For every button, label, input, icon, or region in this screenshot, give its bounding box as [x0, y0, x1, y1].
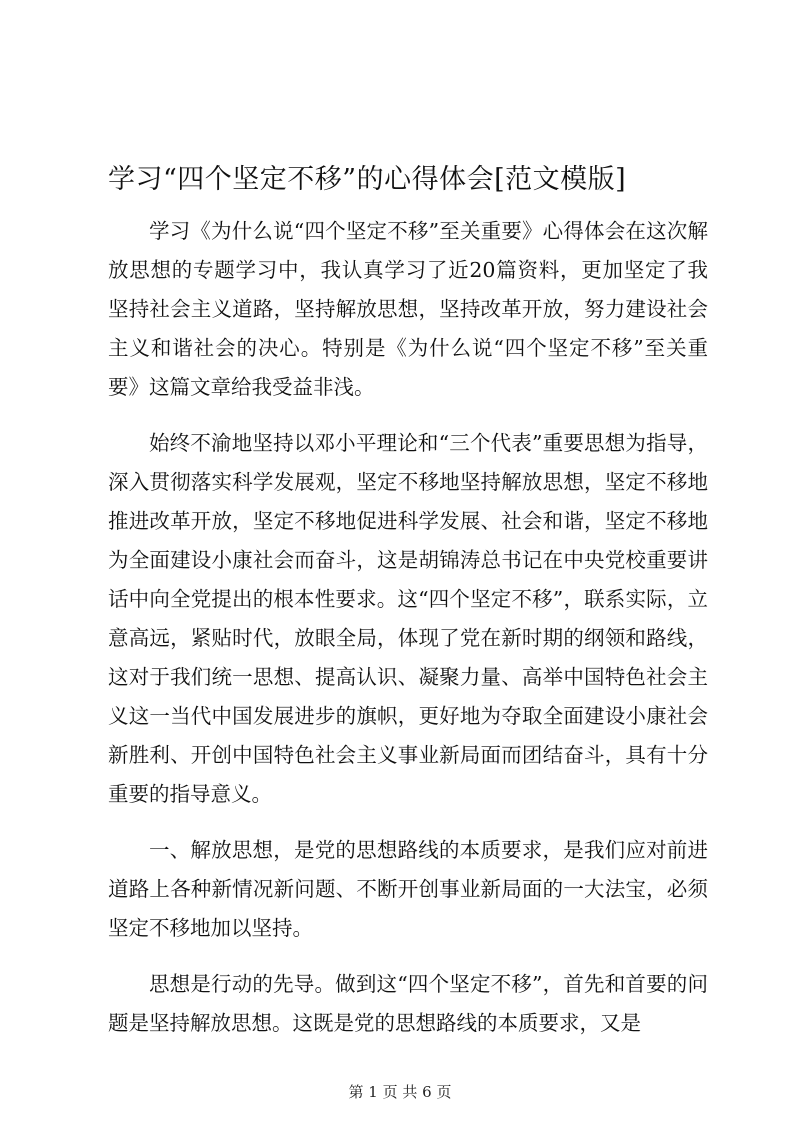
page-number-footer: 第 1 页 共 6 页: [348, 1083, 452, 1101]
paragraph-1: 学习《为什么说“四个坚定不移”至关重要》心得体会在这次解放思想的专题学习中，我认真学习了近20篇资料，更加坚定了我坚持社会主义道路，坚持解放思想，坚持改革开放，努力建设社会主义和谐社会的决心。特别是《为什么说“四个坚定不移”至关重要》这篇文章给我受益非浅。: [108, 219, 708, 399]
paragraph-3: 一、解放思想，是党的思想路线的本质要求，是我们应对前进道路上各种新情况新问题、不断开创事业新局面的一大法宝，必须坚定不移地加以坚持。: [108, 838, 708, 940]
paragraph-2: 始终不渝地坚持以邓小平理论和“三个代表”重要思想为指导，深入贯彻落实科学发展观，坚定不移地坚持解放思想，坚定不移地推进改革开放，坚定不移地促进科学发展、社会和谐，坚定不移地为全面建设小康社会而奋斗，这是胡锦涛总书记在中央党校重要讲话中向全党提出的根本性要求。这“四个坚定不移”，联系实际，立意高远，紧贴时代，放眼全局，体现了党在新时期的纲领和路线，这对于我们统一思想、提高认识、凝聚力量、高举中国特色社会主义这一当代中国发展进步的旗帜，更好地为夺取全面建设小康社会新胜利、开创中国特色社会主义事业新局面而团结奋斗，具有十分重要的指导意义。: [108, 431, 708, 806]
paragraph-4: 思想是行动的先导。做到这“四个坚定不移”，首先和首要的问题是坚持解放思想。这既是党的思想路线的本质要求，又是: [108, 972, 708, 1035]
document-body: [108, 212, 708, 1060]
document-title: 学习“四个坚定不移”的心得体会[范文模版]: [108, 164, 627, 196]
